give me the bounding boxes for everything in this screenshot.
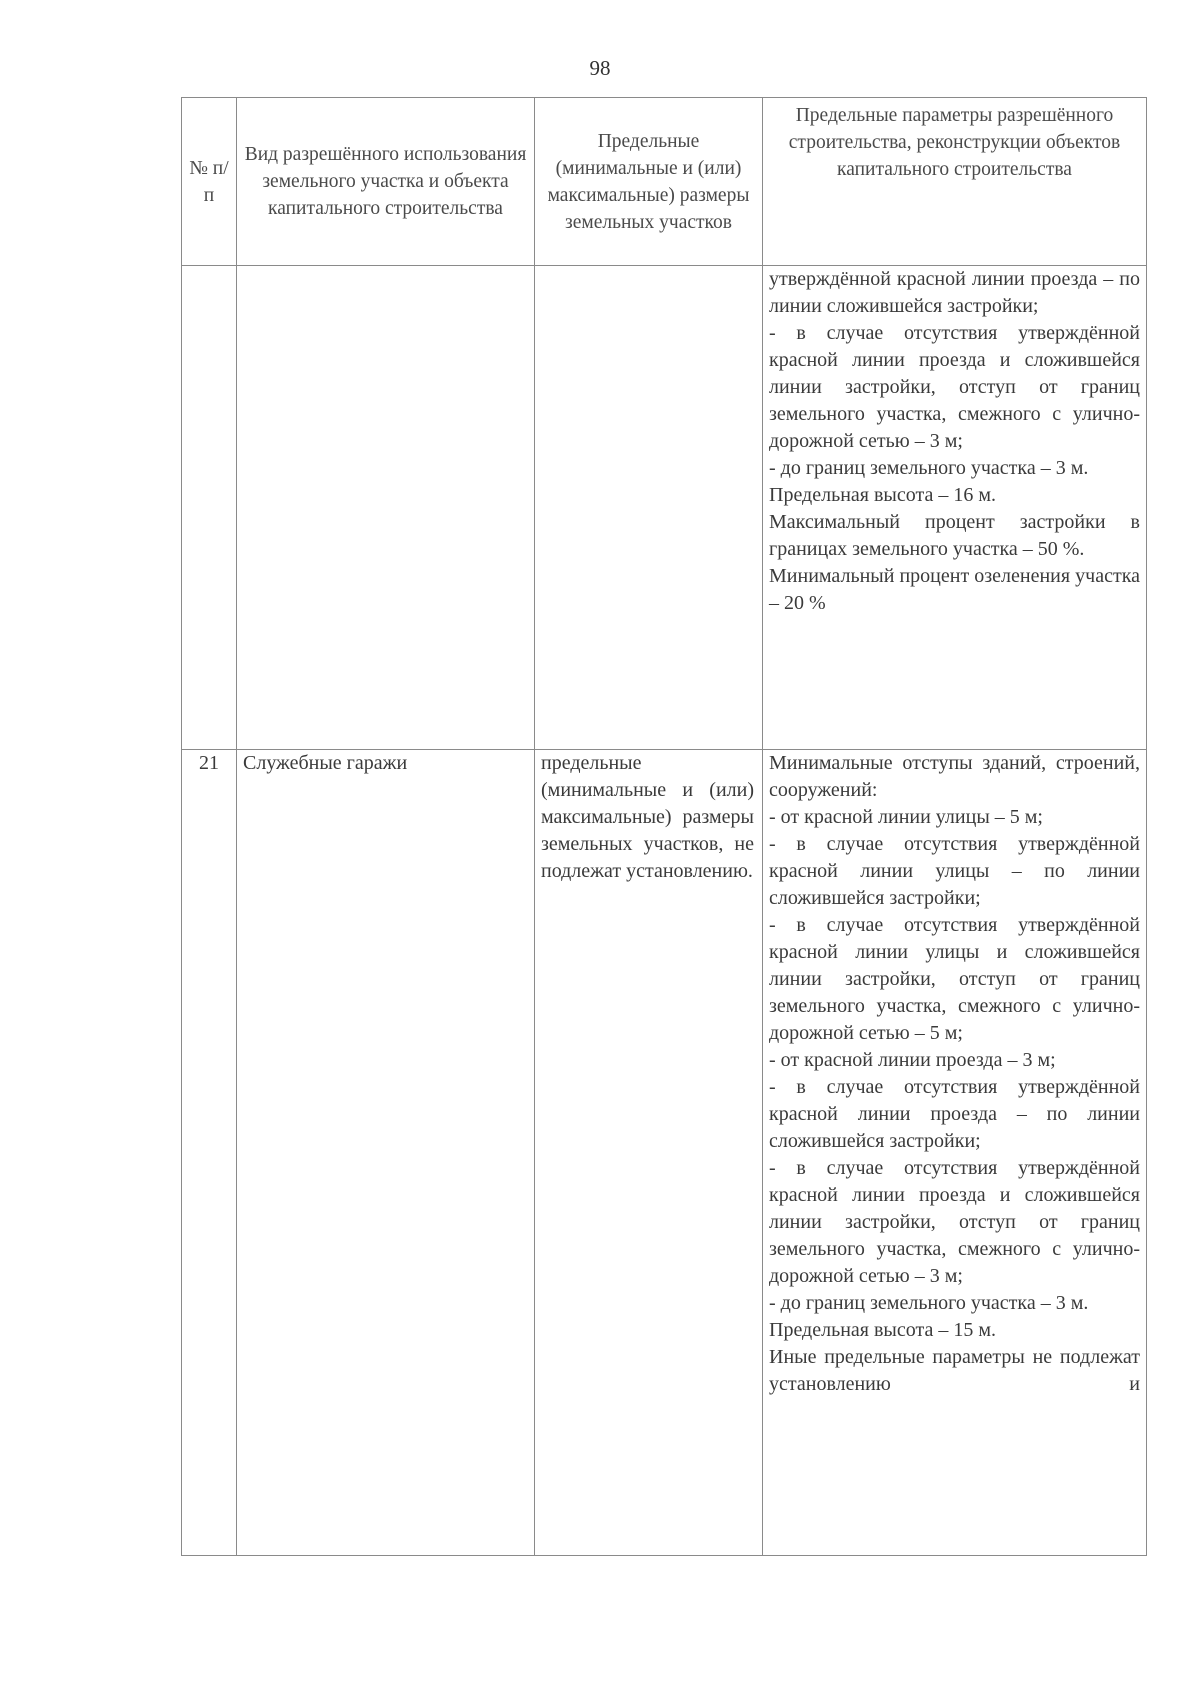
header-num: № п/п: [182, 98, 237, 266]
cell-parameters: [763, 266, 1147, 750]
param-line: Максимальный процент застройки в границах земельного участка – 50 %.: [769, 511, 1140, 560]
param-line: - в случае отсутствия утверждённой красной линии улицы – по линии сложившейся застройки;: [769, 833, 1140, 909]
header-parameters: Предельные параметры разрешённого строительства, реконструкции объектов капитального строительства: [763, 98, 1147, 266]
table-header-row: [182, 98, 1147, 266]
param-line: Минимальные отступы зданий, строений, сооружений:: [769, 752, 1140, 801]
param-line: - в случае отсутствия утверждённой красной линии проезда – по линии сложившейся застройки;: [769, 1076, 1140, 1152]
page-number: 98: [589, 56, 611, 80]
param-line: - в случае отсутствия утверждённой красной линии улицы и сложившейся линии застройки, отступ от границ земельного участка, смежного с улично-дорожной сетью – 5 м;: [769, 914, 1140, 1044]
param-line: Предельная высота – 15 м.: [769, 1319, 997, 1341]
param-line: Предельная высота – 16 м.: [769, 484, 997, 506]
param-line: - в случае отсутствия утверждённой красной линии проезда и сложившейся линии застройки, отступ от границ земельного участка, смежного с улично-дорожной сетью – 3 м;: [769, 322, 1140, 452]
regulations-table: [181, 97, 1147, 1556]
param-line: утверждённой красной линии проезда – по линии сложившейся застройки;: [769, 268, 1140, 317]
param-line: - от красной линии проезда – 3 м;: [769, 1049, 1056, 1071]
cell-plot-sizes: [535, 266, 763, 750]
cell-plot-sizes: предельные (минимальные и (или) максимальные) размеры земельных участков, не подлежат установлению.: [535, 750, 763, 1556]
param-line: - от красной линии улицы – 5 м;: [769, 806, 1043, 828]
param-line: - до границ земельного участка – 3 м.: [769, 457, 1089, 479]
param-line: Иные предельные параметры не подлежат установлению и: [769, 1346, 1140, 1395]
table-row-21: [182, 750, 1147, 1556]
cell-use-type: [237, 266, 535, 750]
cell-parameters: [763, 750, 1147, 1556]
param-line: - в случае отсутствия утверждённой красной линии проезда и сложившейся линии застройки, отступ от границ земельного участка, смежного с улично-дорожной сетью – 3 м;: [769, 1157, 1140, 1287]
param-line: Минимальный процент озеленения участка – 20 %: [769, 565, 1140, 614]
param-line: - до границ земельного участка – 3 м.: [769, 1292, 1089, 1314]
header-use-type: Вид разрешённого использования земельного участка и объекта капитального строительства: [237, 98, 535, 266]
table-row-continued: [182, 266, 1147, 750]
cell-use-type: Служебные гаражи: [237, 750, 535, 1556]
cell-num: 21: [182, 750, 237, 1556]
header-plot-sizes: Предельные (минимальные и (или) максимальные) размеры земельных участков: [535, 98, 763, 266]
cell-num: [182, 266, 237, 750]
